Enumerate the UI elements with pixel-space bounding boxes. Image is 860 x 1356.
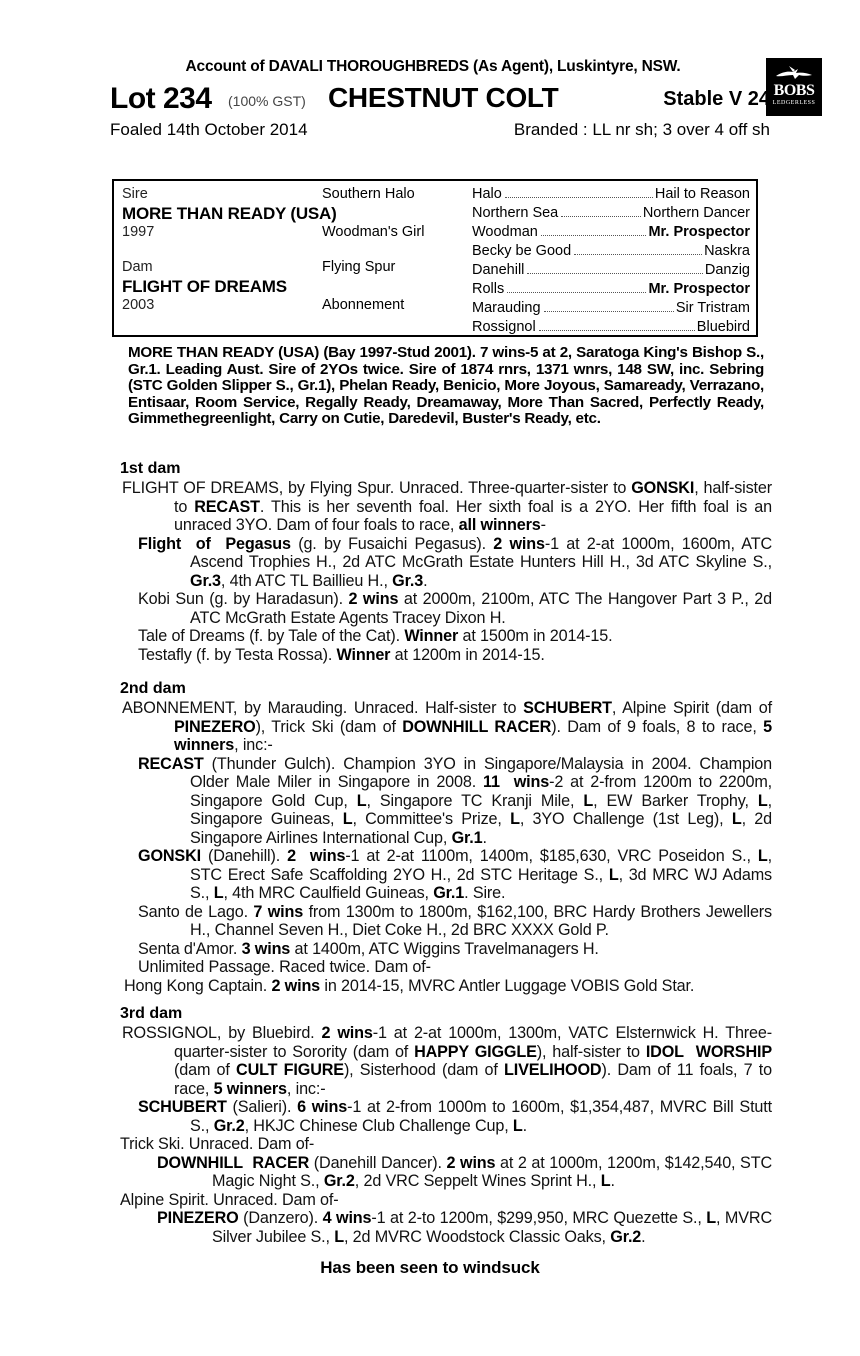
- dotted-leader: [544, 310, 674, 312]
- dam-year: 2003: [122, 297, 155, 313]
- grandparent-row: [472, 261, 750, 280]
- account-line: Account of DAVALI THOROUGHBREDS (As Agent), Luskintyre, NSW.: [185, 58, 681, 75]
- first-dam-heading: 1st dam: [120, 460, 181, 477]
- pedigree-parents-column: [122, 185, 462, 317]
- bobs-wordmark: BOBS: [773, 82, 815, 99]
- grandparent-right: Hail to Reason: [654, 186, 750, 202]
- grandparent-right: Mr. Prospector: [648, 224, 750, 240]
- colour-and-sex: CHESTNUT COLT: [328, 82, 559, 113]
- dam-dam-name: Abonnement: [322, 297, 405, 313]
- grandparent-right: Bluebird: [696, 319, 750, 335]
- grandparent-left: Rossignol: [472, 319, 536, 335]
- grandparent-row: [472, 185, 750, 204]
- third-dam-section: [112, 1005, 772, 1246]
- pedigree-spacer: [122, 244, 462, 258]
- pedigree-grandparents-column: [472, 185, 750, 337]
- progeny-entry: PINEZERO (Danzero). 4 wins-1 at 2-to 1200m, $299,950, MRC Quezette S., L, MVRC Silver Jubilee S., L, 2d MVRC Woodstock Classic Oaks, Gr.2.: [157, 1209, 772, 1246]
- grandparent-left: Rolls: [472, 281, 505, 297]
- grandparent-row: [472, 204, 750, 223]
- progeny-entry: Trick Ski. Unraced. Dam of-: [120, 1135, 315, 1153]
- progeny-entry: Senta d'Amor. 3 wins at 1400m, ATC Wiggins Travelmanagers H.: [138, 939, 599, 958]
- dotted-leader: [561, 215, 641, 217]
- grandparent-right: Sir Tristram: [675, 300, 750, 316]
- grandparent-left: Northern Sea: [472, 205, 559, 221]
- progeny-entry: Santo de Lago. 7 wins from 1300m to 1800m, $162,100, BRC Hardy Brothers Jewellers H., Channel Seven H., Diet Coke H., 2d BRC XXXX Gold P.: [138, 902, 772, 939]
- grandparent-left: Danehill: [472, 262, 525, 278]
- progeny-entry: DOWNHILL RACER (Danehill Dancer). 2 wins at 2 at 1000m, 1200m, $142,540, STC Magic Night S., Gr.2, 2d VRC Seppelt Wines Sprint H., L.: [157, 1153, 772, 1190]
- grandparent-right: Danzig: [704, 262, 750, 278]
- sire-year: 1997: [122, 224, 155, 240]
- second-dam-section: [112, 680, 772, 995]
- progeny-entry: Tale of Dreams (f. by Tale of the Cat). Winner at 1500m in 2014-15.: [138, 627, 613, 645]
- grandparent-left: Marauding: [472, 300, 541, 316]
- pegasus-icon: [774, 63, 814, 83]
- lot-row: [110, 82, 770, 116]
- second-dam-entries: [112, 755, 772, 977]
- sire-dam-name: Woodman's Girl: [322, 224, 425, 240]
- grandparent-right: Naskra: [704, 243, 750, 259]
- bobs-subtext: LEDGERLESS: [772, 100, 816, 106]
- sire-summary-paragraph: MORE THAN READY (USA) (Bay 1997-Stud 2001). 7 wins-5 at 2, Saratoga King's Bishop S., Gr.1. Leading Aust. Sire of 2YOs twice. Sire of 1874 rnrs, 1371 wnrs, 148 SW, inc. Sebring (STC Golden Slipper S., Gr.1), Phelan Ready, Benicio, More Joyous, Samaready, Verrazano, Entisaar, Room Service, Regally Ready, Dreamaway, More Than Sacred, Perfectly Ready, Gimmethegreenlight, Carry on Cutie, Daredevil, Buster's Ready, etc.: [128, 344, 764, 427]
- second-dam-lead: ABONNEMENT, by Marauding. Unraced. Half-sister to SCHUBERT, Alpine Spirit (dam of PINEZERO), Trick Ski (dam of DOWNHILL RACER). Dam of 9 foals, 8 to race, 5 winners, inc:-: [122, 699, 772, 754]
- sire-label: Sire: [122, 186, 148, 202]
- dam-label: Dam: [122, 259, 153, 275]
- dotted-leader: [507, 291, 646, 293]
- first-dam-lead: FLIGHT OF DREAMS, by Flying Spur. Unraced. Three-quarter-sister to GONSKI, half-sister to RECAST. This is her seventh foal. Her sixth foal is a 2YO. Her fifth foal is an unraced 3YO. Dam of four foals to race, all winners-: [122, 479, 773, 534]
- stable-number: Stable V 24: [663, 88, 770, 110]
- footer-note: Has been seen to windsuck: [320, 1258, 540, 1277]
- first-dam-section: [112, 460, 772, 664]
- branding-detail: Branded : LL nr sh; 3 over 4 off sh: [513, 120, 770, 139]
- sire-sire-name: Southern Halo: [322, 186, 415, 202]
- progeny-entry: GONSKI (Danehill). 2 wins-1 at 2-at 1100m, 1400m, $185,630, VRC Poseidon S., L, STC Erect Safe Scaffolding 2YO H., 2d STC Heritage S., L, 3d MRC WJ Adams S., L, 4th MRC Caulfield Guineas, Gr.1. Sire.: [138, 847, 772, 902]
- grandparent-row: [472, 299, 750, 318]
- dam-name: FLIGHT OF DREAMS: [122, 277, 287, 296]
- grandparent-right: Northern Dancer: [642, 205, 750, 221]
- foaled-row: [110, 120, 770, 142]
- dotted-leader: [505, 196, 653, 198]
- sire-name: MORE THAN READY (USA): [122, 204, 337, 223]
- gst-note: (100% GST): [228, 93, 306, 109]
- third-dam-lead: ROSSIGNOL, by Bluebird. 2 wins-1 at 2-at 1000m, 1300m, VATC Elsternwick H. Three-quarter-sister to Sorority (dam of HAPPY GIGGLE), half-sister to IDOL WORSHIP (dam of CULT FIGURE), Sisterhood (dam of LIVELIHOOD). Dam of 11 foals, 7 to race, 5 winners, inc:-: [122, 1024, 772, 1098]
- progeny-entry: Testafly (f. by Testa Rossa). Winner at 1200m in 2014-15.: [138, 645, 545, 664]
- second-dam-heading: 2nd dam: [120, 680, 186, 697]
- dam-sire-name: Flying Spur: [322, 259, 396, 275]
- progeny-entry: Kobi Sun (g. by Haradasun). 2 wins at 2000m, 2100m, ATC The Hangover Part 3 P., 2d ATC McGrath Estate Agents Tracey Dixon H.: [138, 590, 772, 627]
- second-dam-sub-entry: Hong Kong Captain. 2 wins in 2014-15, MVRC Antler Luggage VOBIS Gold Star.: [124, 976, 695, 995]
- sire-block: [122, 185, 462, 242]
- grandparent-right: Mr. Prospector: [648, 281, 750, 297]
- foaled-date: Foaled 14th October 2014: [110, 120, 308, 139]
- grandparent-row: [472, 242, 750, 261]
- grandparent-left: Woodman: [472, 224, 538, 240]
- grandparent-left: Halo: [472, 186, 502, 202]
- bobs-logo: [766, 58, 822, 116]
- page-header: [110, 58, 816, 142]
- dotted-leader: [527, 272, 702, 274]
- progeny-entry: RECAST (Thunder Gulch). Champion 3YO in Singapore/Malaysia in 2004. Champion Older Male Miler in Singapore in 2008. 11 wins-2 at 2-from 1200m to 2200m, Singapore Gold Cup, L, Singapore TC Kranji Mile, L, EW Barker Trophy, L, Singapore Guineas, L, Committee's Prize, L, 3YO Challenge (1st Leg), L, 2d Singapore Airlines International Cup, Gr.1.: [138, 754, 773, 847]
- progeny-entry: Alpine Spirit. Unraced. Dam of-: [120, 1190, 339, 1209]
- progeny-entry: Flight of Pegasus (g. by Fusaichi Pegasus). 2 wins-1 at 2-at 1000m, 1600m, ATC Ascend Trophies H., 2d ATC McGrath Estate Hunters Hill H., 3d ATC Skyline S., Gr.3, 4th ATC TL Baillieu H., Gr.3.: [138, 534, 772, 590]
- third-dam-entries: [112, 1098, 772, 1246]
- grandparent-row: [472, 318, 750, 337]
- grandparent-left: Becky be Good: [472, 243, 572, 259]
- first-dam-entries: [112, 535, 772, 665]
- dotted-leader: [574, 253, 702, 255]
- progeny-entry: Unlimited Passage. Raced twice. Dam of-: [138, 958, 431, 976]
- dotted-leader: [539, 329, 695, 331]
- grandparent-row: [472, 223, 750, 242]
- grandparent-row: [472, 280, 750, 299]
- dam-block: [122, 258, 462, 315]
- progeny-entry: SCHUBERT (Salieri). 6 wins-1 at 2-from 1000m to 1600m, $1,354,487, MVRC Bill Stutt S., Gr.2, HKJC Chinese Club Challenge Cup, L.: [138, 1098, 772, 1135]
- third-dam-heading: 3rd dam: [120, 1005, 183, 1022]
- lot-number: Lot 234: [110, 82, 212, 115]
- dotted-leader: [541, 234, 647, 236]
- pedigree-table: [112, 179, 758, 337]
